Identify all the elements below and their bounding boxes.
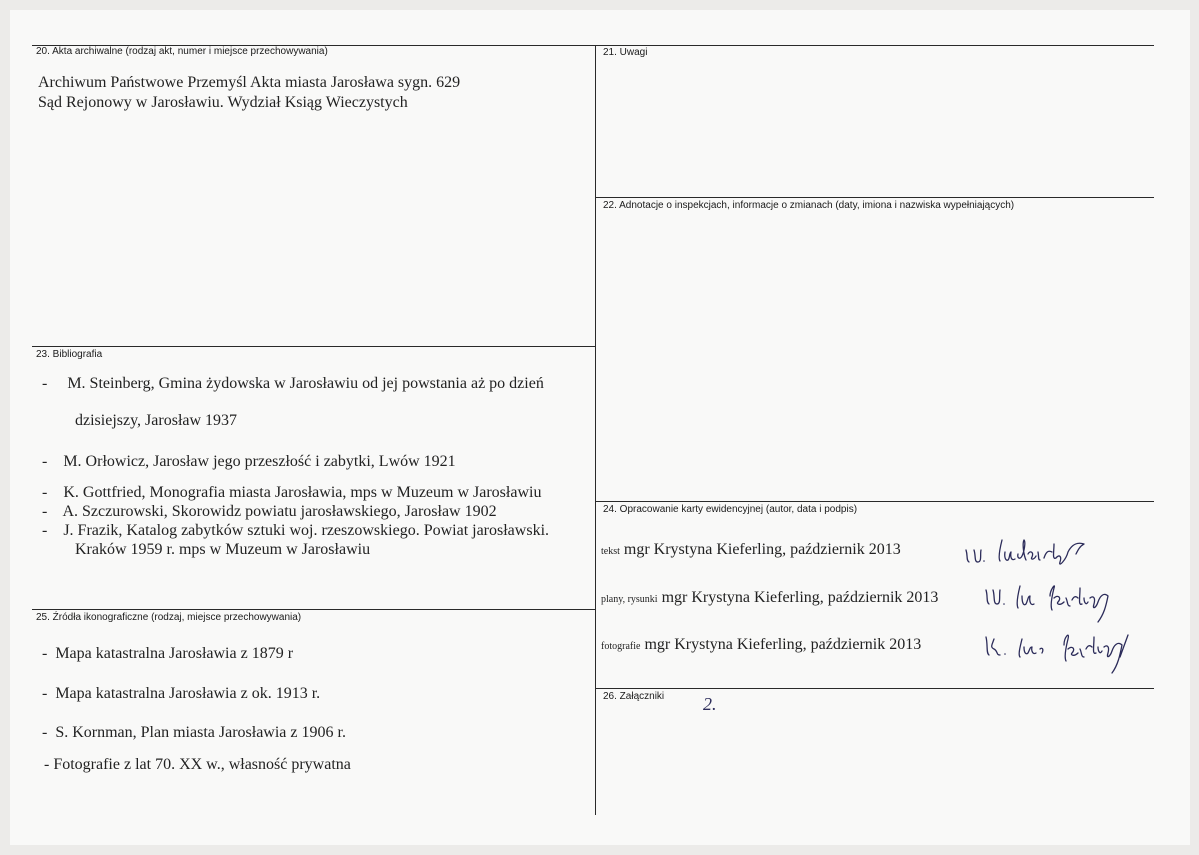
author-row-photos xyxy=(601,636,921,654)
author-row-prefix: plany, rysunki xyxy=(601,594,658,605)
section-23-label: 23. Bibliografia xyxy=(36,349,103,360)
bibliography-item: - A. Szczurowski, Skorowidz powiatu jarosławskiego, Jarosław 1902 xyxy=(42,503,497,520)
rule-23 xyxy=(32,346,596,347)
section-20-label: 20. Akta archiwalne (rodzaj akt, numer i miejsce przechowywania) xyxy=(36,46,328,57)
rule-25 xyxy=(32,609,596,610)
rule-22 xyxy=(596,197,1154,198)
signature-1 xyxy=(960,530,1110,570)
author-row-text xyxy=(601,541,901,559)
iconography-item: - Mapa katastralna Jarosławia z ok. 1913 r. xyxy=(42,685,321,702)
vertical-divider xyxy=(595,45,596,815)
section-21-label: 21. Uwagi xyxy=(603,47,648,58)
section-20-line-2: Sąd Rejonowy w Jarosławiu. Wydział Ksiąg Wieczystych xyxy=(38,94,408,111)
bibliography-item: Kraków 1959 r. mps w Muzeum w Jarosławiu xyxy=(75,541,371,558)
bibliography-item: - J. Frazik, Katalog zabytków sztuki woj. rzeszowskiego. Powiat jarosławski. xyxy=(42,522,550,539)
signature-2 xyxy=(980,578,1130,628)
iconography-item: - Fotografie z lat 70. XX w., własność prywatna xyxy=(44,756,351,773)
signature-3 xyxy=(980,627,1160,677)
author-row-plans xyxy=(601,589,938,607)
author-row-prefix: fotografie xyxy=(601,641,641,652)
section-20-line-1: Archiwum Państwowe Przemyśl Akta miasta Jarosława sygn. 629 xyxy=(38,74,461,91)
rule-26 xyxy=(596,688,1154,689)
section-24-label: 24. Opracowanie karty ewidencyjnej (autor, data i podpis) xyxy=(603,504,858,515)
section-26-label: 26. Załączniki xyxy=(603,691,665,702)
iconography-item: - Mapa katastralna Jarosławia z 1879 r xyxy=(42,645,294,662)
section-22-label: 22. Adnotacje o inspekcjach, informacje o zmianach (daty, imiona i nazwiska wypełniających) xyxy=(603,200,1015,211)
section-25-label: 25. Źródła ikonograficzne (rodzaj, miejsce przechowywania) xyxy=(36,612,302,623)
bibliography-item: - M. Orłowicz, Jarosław jego przeszłość i zabytki, Lwów 1921 xyxy=(42,453,456,470)
bibliography-item: - K. Gottfried, Monografia miasta Jarosławia, mps w Muzeum w Jarosławiu xyxy=(42,484,542,501)
author-row-value: mgr Krystyna Kieferling, październik 2013 xyxy=(623,541,901,558)
author-row-value: mgr Krystyna Kieferling, październik 2013 xyxy=(661,589,939,606)
iconography-item: - S. Kornman, Plan miasta Jarosławia z 1906 r. xyxy=(42,724,346,741)
author-row-value: mgr Krystyna Kieferling, październik 2013 xyxy=(644,636,922,653)
bibliography-item: - M. Steinberg, Gmina żydowska w Jarosławiu od jej powstania aż po dzień xyxy=(42,375,544,392)
rule-24 xyxy=(596,501,1154,502)
attachments-count: 2. xyxy=(703,694,717,714)
author-row-prefix: tekst xyxy=(601,546,620,557)
bibliography-item: dzisiejszy, Jarosław 1937 xyxy=(75,412,238,429)
